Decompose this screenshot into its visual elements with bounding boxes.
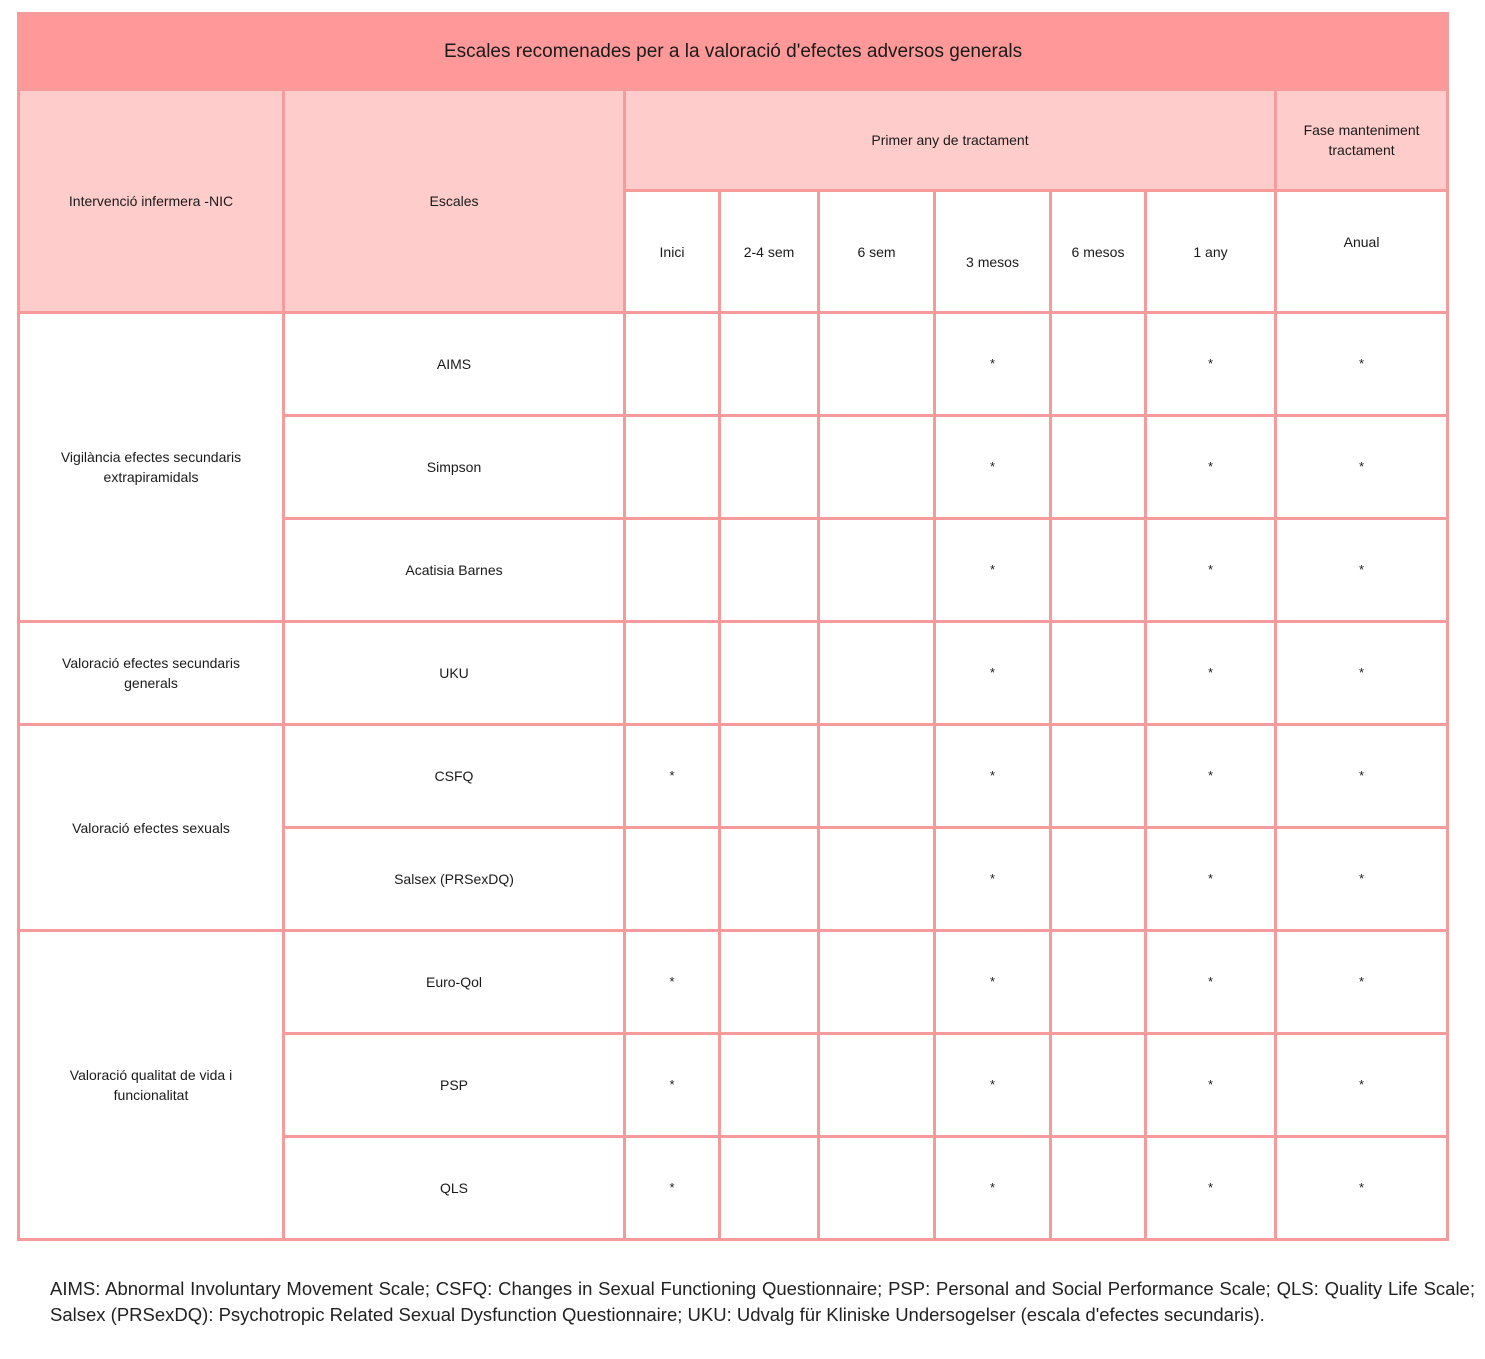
schedule-mark-cell xyxy=(1051,622,1146,725)
schedule-mark-cell xyxy=(819,416,935,519)
intervention-cell: Vigilància efectes secundaris extrapiramidals xyxy=(19,313,284,622)
header-maintenance: Fase manteniment tractament xyxy=(1276,90,1448,191)
table-title: Escales recomenades per a la valoració d'efectes adversos generals xyxy=(19,14,1448,90)
schedule-mark-cell xyxy=(720,416,819,519)
schedule-mark-cell xyxy=(720,622,819,725)
schedule-mark-cell xyxy=(1051,313,1146,416)
header-period-3-mesos: 3 mesos xyxy=(935,191,1051,313)
schedule-mark-cell: * xyxy=(1146,622,1276,725)
schedule-mark-cell: * xyxy=(1146,313,1276,416)
header-period-1-any: 1 any xyxy=(1146,191,1276,313)
scale-name-cell: Simpson xyxy=(284,416,625,519)
schedule-mark-cell xyxy=(625,416,720,519)
schedule-mark-cell xyxy=(819,313,935,416)
schedule-mark-cell xyxy=(819,519,935,622)
schedule-mark-cell xyxy=(1051,725,1146,828)
scale-name-cell: Euro-Qol xyxy=(284,931,625,1034)
header-period-6-mesos: 6 mesos xyxy=(1051,191,1146,313)
intervention-cell: Valoració efectes sexuals xyxy=(19,725,284,931)
table-row xyxy=(19,931,1448,1034)
header-period-anual: Anual xyxy=(1276,191,1448,313)
schedule-mark-cell xyxy=(1051,828,1146,931)
schedule-mark-cell: * xyxy=(935,1034,1051,1137)
schedule-mark-cell: * xyxy=(1146,519,1276,622)
table-row xyxy=(19,313,1448,416)
schedule-mark-cell: * xyxy=(935,416,1051,519)
schedule-mark-cell: * xyxy=(1146,931,1276,1034)
schedule-mark-cell: * xyxy=(1276,416,1448,519)
table-body xyxy=(19,313,1448,1240)
intervention-cell: Valoració qualitat de vida i funcionalitat xyxy=(19,931,284,1240)
schedule-mark-cell xyxy=(625,828,720,931)
abbreviations-footnote: AIMS: Abnormal Involuntary Movement Scale; CSFQ: Changes in Sexual Functioning Questionnaire; PSP: Personal and Social Performance Scale; QLS: Quality Life Scale; Salsex (PRSexDQ): Psychotropic Related Sexual Dysfunction Questionnaire; UKU: Udvalg für Kliniske Undersogelser (escala d'efectes secundaris). xyxy=(50,1278,1475,1325)
schedule-mark-cell: * xyxy=(625,725,720,828)
scale-name-cell: AIMS xyxy=(284,313,625,416)
schedule-mark-cell xyxy=(720,725,819,828)
schedule-mark-cell: * xyxy=(1276,725,1448,828)
table-row xyxy=(19,622,1448,725)
schedule-mark-cell: * xyxy=(1276,313,1448,416)
schedule-mark-cell: * xyxy=(1146,1137,1276,1240)
schedule-mark-cell: * xyxy=(1276,519,1448,622)
schedule-mark-cell xyxy=(819,622,935,725)
schedule-mark-cell xyxy=(720,931,819,1034)
schedule-mark-cell: * xyxy=(935,725,1051,828)
header-period-2-4-sem: 2-4 sem xyxy=(720,191,819,313)
schedule-mark-cell xyxy=(819,725,935,828)
header-period-6-sem: 6 sem xyxy=(819,191,935,313)
schedule-mark-cell: * xyxy=(935,519,1051,622)
schedule-mark-cell: * xyxy=(1146,416,1276,519)
schedule-mark-cell: * xyxy=(1276,828,1448,931)
schedule-mark-cell xyxy=(819,828,935,931)
header-first-year: Primer any de tractament xyxy=(625,90,1276,191)
schedule-mark-cell xyxy=(1051,416,1146,519)
scales-table xyxy=(17,12,1449,1241)
scale-name-cell: CSFQ xyxy=(284,725,625,828)
schedule-mark-cell xyxy=(720,828,819,931)
schedule-mark-cell xyxy=(720,1137,819,1240)
schedule-mark-cell: * xyxy=(625,931,720,1034)
schedule-mark-cell xyxy=(819,1034,935,1137)
schedule-mark-cell xyxy=(819,1137,935,1240)
schedule-mark-cell: * xyxy=(1276,622,1448,725)
scale-name-cell: Acatisia Barnes xyxy=(284,519,625,622)
schedule-mark-cell xyxy=(1051,519,1146,622)
schedule-mark-cell xyxy=(625,313,720,416)
header-intervention: Intervenció infermera -NIC xyxy=(19,90,284,313)
schedule-mark-cell: * xyxy=(935,313,1051,416)
schedule-mark-cell xyxy=(1051,1034,1146,1137)
schedule-mark-cell: * xyxy=(1276,931,1448,1034)
schedule-mark-cell: * xyxy=(1146,828,1276,931)
header-period-inici: Inici xyxy=(625,191,720,313)
schedule-mark-cell: * xyxy=(1276,1034,1448,1137)
schedule-mark-cell: * xyxy=(625,1034,720,1137)
schedule-mark-cell: * xyxy=(935,931,1051,1034)
schedule-mark-cell: * xyxy=(935,1137,1051,1240)
scales-table-container xyxy=(17,12,1446,1241)
schedule-mark-cell xyxy=(720,519,819,622)
schedule-mark-cell xyxy=(819,931,935,1034)
schedule-mark-cell: * xyxy=(935,622,1051,725)
scale-name-cell: PSP xyxy=(284,1034,625,1137)
intervention-cell: Valoració efectes secundaris generals xyxy=(19,622,284,725)
schedule-mark-cell xyxy=(1051,931,1146,1034)
scale-name-cell: Salsex (PRSexDQ) xyxy=(284,828,625,931)
schedule-mark-cell xyxy=(720,313,819,416)
schedule-mark-cell xyxy=(720,1034,819,1137)
header-scales: Escales xyxy=(284,90,625,313)
schedule-mark-cell: * xyxy=(935,828,1051,931)
schedule-mark-cell: * xyxy=(1276,1137,1448,1240)
schedule-mark-cell: * xyxy=(625,1137,720,1240)
schedule-mark-cell xyxy=(625,622,720,725)
scale-name-cell: QLS xyxy=(284,1137,625,1240)
schedule-mark-cell xyxy=(1051,1137,1146,1240)
table-row xyxy=(19,725,1448,828)
scale-name-cell: UKU xyxy=(284,622,625,725)
schedule-mark-cell: * xyxy=(1146,725,1276,828)
schedule-mark-cell: * xyxy=(1146,1034,1276,1137)
schedule-mark-cell xyxy=(625,519,720,622)
